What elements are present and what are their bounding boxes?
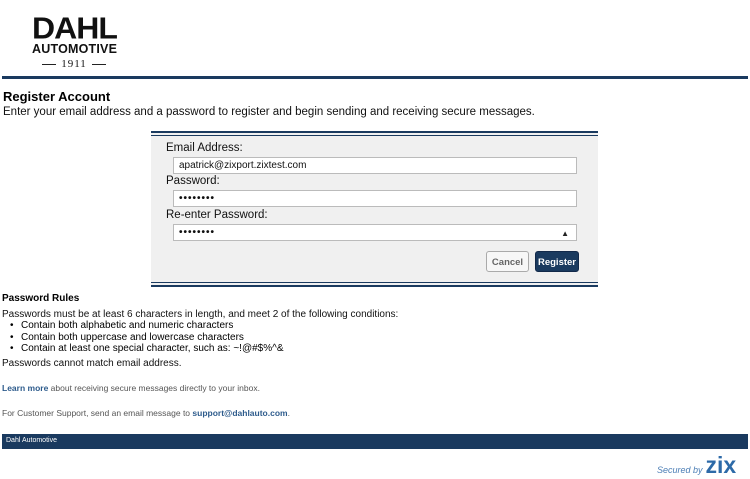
zix-logo xyxy=(657,452,736,479)
footer-bar xyxy=(2,434,748,449)
logo-dash-left xyxy=(42,64,56,65)
register-form-panel xyxy=(151,131,598,287)
reenter-password-value: •••••••• xyxy=(179,227,216,238)
header-divider xyxy=(2,76,748,79)
panel-bottom-border-thin xyxy=(151,282,598,283)
cancel-button[interactable]: Cancel xyxy=(486,251,529,272)
logo-year xyxy=(32,58,116,70)
register-button[interactable]: Register xyxy=(535,251,579,272)
email-label: Email Address: xyxy=(166,142,243,154)
password-rules-title: Password Rules xyxy=(2,293,80,304)
reenter-password-field[interactable] xyxy=(173,224,577,241)
password-rules-text: Passwords must be at least 6 characters in length, and meet 2 of the following conditions: xyxy=(2,309,399,320)
reenter-password-label: Re-enter Password: xyxy=(166,209,268,221)
logo-year-text: 1911 xyxy=(61,58,87,70)
zix-wordmark: zix xyxy=(705,452,737,478)
page-intro: Enter your email address and a password to register and begin sending and receiving secure messages. xyxy=(3,106,535,118)
email-field[interactable]: apatrick@zixport.zixtest.com xyxy=(173,157,577,174)
learn-more-text xyxy=(2,383,260,393)
page-title: Register Account xyxy=(3,89,111,104)
panel-top-border-thin xyxy=(151,135,598,136)
support-prefix: For Customer Support, send an email message to xyxy=(2,408,193,418)
password-rules-note: Passwords cannot match email address. xyxy=(2,358,182,369)
company-logo xyxy=(32,10,118,70)
show-password-eye-icon[interactable]: ▲ xyxy=(561,229,570,238)
learn-more-link[interactable]: Learn more xyxy=(2,383,49,393)
password-rules-list xyxy=(10,320,284,355)
list-item: • Contain both alphabetic and numeric characters xyxy=(10,320,284,332)
support-text xyxy=(2,408,290,418)
secured-by-text: Secured by xyxy=(657,465,703,475)
logo-wordmark: DAHL xyxy=(32,10,117,46)
list-item: • Contain at least one special character, such as: ~!@#$%^& xyxy=(10,343,284,355)
support-email-link[interactable]: support@dahlauto.com xyxy=(192,408,288,418)
password-field[interactable]: •••••••• xyxy=(173,190,577,207)
panel-bottom-border xyxy=(151,285,598,287)
logo-dash-right xyxy=(92,64,106,65)
support-suffix: . xyxy=(287,408,290,418)
password-label: Password: xyxy=(166,175,220,187)
logo-subtitle: AUTOMOTIVE xyxy=(32,42,118,56)
footer-company: Dahl Automotive xyxy=(6,437,57,444)
learn-more-rest: about receiving secure messages directly to your inbox. xyxy=(48,383,260,393)
panel-top-border xyxy=(151,131,598,133)
list-item: • Contain both uppercase and lowercase characters xyxy=(10,332,284,344)
